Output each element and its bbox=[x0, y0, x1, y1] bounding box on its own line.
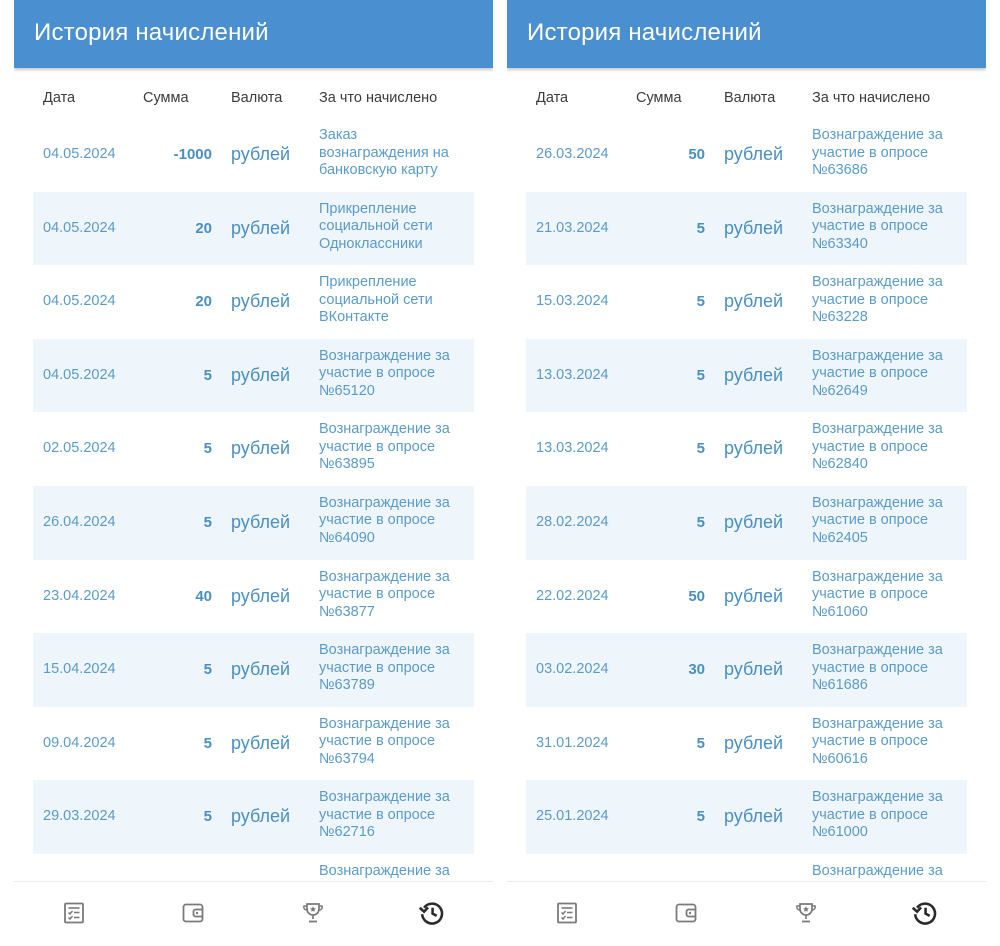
column-header-currency: Валюта bbox=[231, 90, 283, 106]
row-sum: 5 bbox=[203, 513, 212, 531]
survey-list-icon bbox=[555, 901, 579, 925]
row-sum: 5 bbox=[203, 661, 212, 679]
row-reason: Прикрепление социальной сети Одноклассники bbox=[319, 200, 433, 252]
table-row[interactable] bbox=[526, 265, 967, 339]
row-currency: рублей bbox=[724, 511, 784, 532]
accruals-screen-left bbox=[14, 0, 493, 946]
page-title: История начислений bbox=[34, 19, 269, 46]
row-currency: рублей bbox=[724, 291, 784, 312]
row-sum: 20 bbox=[195, 219, 212, 237]
row-sum: 5 bbox=[696, 440, 705, 458]
row-sum: 20 bbox=[195, 293, 212, 311]
row-reason: Вознаграждение за bbox=[812, 862, 943, 879]
table-row[interactable] bbox=[526, 118, 967, 192]
nav-surveys-button[interactable] bbox=[57, 896, 91, 930]
row-currency: рублей bbox=[724, 217, 784, 238]
row-currency: рублей bbox=[724, 144, 784, 164]
nav-surveys-button[interactable] bbox=[550, 896, 584, 930]
table-row[interactable] bbox=[526, 192, 967, 266]
table-row[interactable] bbox=[33, 707, 474, 781]
row-reason: Вознаграждение за участие в опросе №62405 bbox=[812, 494, 943, 546]
row-reason: Вознаграждение за участие в опросе №62716 bbox=[319, 789, 450, 841]
trophy-icon bbox=[794, 901, 818, 925]
column-header-sum: Сумма bbox=[636, 90, 682, 106]
row-currency: рублей bbox=[231, 291, 291, 312]
page-title: История начислений bbox=[527, 19, 762, 46]
row-reason: Вознаграждение за участие в опросе №63340 bbox=[812, 200, 943, 252]
wallet-icon bbox=[181, 901, 205, 925]
table-row[interactable] bbox=[526, 633, 967, 707]
nav-wallet-button[interactable] bbox=[176, 896, 210, 930]
row-currency: рублей bbox=[231, 659, 291, 680]
nav-rewards-button[interactable] bbox=[789, 896, 823, 930]
row-date: 04.05.2024 bbox=[43, 219, 116, 236]
row-currency: рублей bbox=[724, 659, 784, 680]
row-sum: 40 bbox=[195, 587, 212, 605]
table-row[interactable] bbox=[33, 486, 474, 560]
trophy-icon bbox=[301, 901, 325, 925]
table-row[interactable] bbox=[526, 486, 967, 560]
table-row[interactable] bbox=[33, 633, 474, 707]
row-date: 15.03.2024 bbox=[536, 293, 609, 310]
row-reason: Вознаграждение за участие в опросе №63877 bbox=[319, 568, 450, 620]
nav-rewards-button[interactable] bbox=[296, 896, 330, 930]
row-sum: 30 bbox=[688, 661, 705, 679]
row-sum: 5 bbox=[696, 219, 705, 237]
row-sum: 5 bbox=[203, 808, 212, 826]
row-date: 29.03.2024 bbox=[43, 808, 116, 825]
row-date: 21.03.2024 bbox=[536, 219, 609, 236]
row-currency: рублей bbox=[724, 585, 784, 606]
row-currency: рублей bbox=[724, 364, 784, 385]
row-date: 04.05.2024 bbox=[43, 146, 116, 162]
row-currency: рублей bbox=[231, 217, 291, 238]
row-date: 25.01.2024 bbox=[536, 808, 609, 825]
row-reason: Вознаграждение за участие в опросе №60616 bbox=[812, 715, 943, 767]
accruals-table[interactable] bbox=[526, 118, 967, 928]
row-reason: Вознаграждение за участие в опросе №61060 bbox=[812, 568, 943, 620]
table-row[interactable] bbox=[33, 265, 474, 339]
table-row[interactable] bbox=[526, 560, 967, 634]
nav-history-button[interactable] bbox=[415, 896, 449, 930]
accruals-screen-right bbox=[507, 0, 986, 946]
row-sum: 5 bbox=[696, 734, 705, 752]
column-header-currency: Валюта bbox=[724, 90, 776, 106]
row-sum: 50 bbox=[688, 587, 705, 605]
row-currency: рублей bbox=[231, 511, 291, 532]
row-currency: рублей bbox=[724, 732, 784, 753]
row-sum: 50 bbox=[688, 146, 705, 163]
row-reason: Вознаграждение за участие в опросе №62649 bbox=[812, 347, 943, 399]
history-icon bbox=[911, 899, 939, 927]
row-reason: Вознаграждение за участие в опросе №63228 bbox=[812, 274, 943, 326]
row-sum: 5 bbox=[696, 366, 705, 384]
table-row[interactable] bbox=[33, 118, 474, 192]
row-reason: Прикрепление социальной сети ВКонтакте bbox=[319, 274, 433, 326]
row-date: 04.05.2024 bbox=[43, 293, 116, 310]
row-date: 03.02.2024 bbox=[536, 661, 609, 678]
row-date: 26.04.2024 bbox=[43, 513, 116, 530]
bottom-nav bbox=[507, 881, 986, 946]
row-date: 28.02.2024 bbox=[536, 513, 609, 530]
table-row[interactable] bbox=[33, 339, 474, 413]
row-reason: Вознаграждение за участие в опросе №63789 bbox=[319, 642, 450, 694]
row-currency: рублей bbox=[724, 438, 784, 459]
row-sum: 5 bbox=[696, 808, 705, 826]
row-reason: Вознаграждение за участие в опросе №65120 bbox=[319, 347, 450, 399]
row-date: 15.04.2024 bbox=[43, 661, 116, 678]
table-row[interactable] bbox=[33, 412, 474, 486]
row-currency: рублей bbox=[231, 585, 291, 606]
row-reason: Вознаграждение за bbox=[319, 862, 450, 879]
row-currency: рублей bbox=[724, 806, 784, 827]
accruals-table[interactable] bbox=[33, 118, 474, 928]
table-row[interactable] bbox=[33, 192, 474, 266]
row-currency: рублей bbox=[231, 806, 291, 827]
column-header-date: Дата bbox=[536, 90, 569, 106]
bottom-nav bbox=[14, 881, 493, 946]
row-sum: 5 bbox=[696, 293, 705, 311]
row-reason: Вознаграждение за участие в опросе №64090 bbox=[319, 494, 450, 546]
table-row[interactable] bbox=[526, 412, 967, 486]
history-icon bbox=[418, 899, 446, 927]
table-row[interactable] bbox=[33, 560, 474, 634]
row-reason: Заказ вознаграждения на банковскую карту bbox=[319, 127, 449, 178]
row-date: 13.03.2024 bbox=[536, 440, 609, 457]
row-reason: Вознаграждение за участие в опросе №61686 bbox=[812, 642, 943, 694]
app-header bbox=[14, 0, 493, 68]
row-date: 26.03.2024 bbox=[536, 146, 609, 162]
row-date: 09.04.2024 bbox=[43, 734, 116, 751]
row-currency: рублей bbox=[231, 144, 291, 164]
row-sum: 5 bbox=[203, 440, 212, 458]
nav-wallet-button[interactable] bbox=[669, 896, 703, 930]
row-date: 22.02.2024 bbox=[536, 587, 609, 604]
row-sum: 5 bbox=[203, 366, 212, 384]
row-reason: Вознаграждение за участие в опросе №62840 bbox=[812, 421, 943, 473]
wallet-icon bbox=[674, 901, 698, 925]
table-row[interactable] bbox=[526, 780, 967, 854]
row-date: 31.01.2024 bbox=[536, 734, 609, 751]
column-header-reason: За что начислено bbox=[319, 90, 438, 106]
row-reason: Вознаграждение за участие в опросе №61000 bbox=[812, 789, 943, 841]
survey-list-icon bbox=[62, 901, 86, 925]
table-row[interactable] bbox=[526, 707, 967, 781]
row-date: 13.03.2024 bbox=[536, 366, 609, 383]
row-sum: 5 bbox=[203, 734, 212, 752]
column-header-date: Дата bbox=[43, 90, 76, 106]
column-header-sum: Сумма bbox=[143, 90, 189, 106]
row-sum: 5 bbox=[696, 513, 705, 531]
nav-history-button[interactable] bbox=[908, 896, 942, 930]
row-currency: рублей bbox=[231, 732, 291, 753]
table-row[interactable] bbox=[526, 339, 967, 413]
row-date: 02.05.2024 bbox=[43, 440, 116, 457]
row-date: 23.04.2024 bbox=[43, 587, 116, 604]
row-sum: -1000 bbox=[173, 146, 212, 163]
row-date: 04.05.2024 bbox=[43, 366, 116, 383]
column-header-reason: За что начислено bbox=[812, 90, 931, 106]
row-reason: Вознаграждение за участие в опросе №63895 bbox=[319, 421, 450, 473]
row-currency: рублей bbox=[231, 364, 291, 385]
row-reason: Вознаграждение за участие в опросе №63686 bbox=[812, 127, 943, 178]
row-reason: Вознаграждение за участие в опросе №63794 bbox=[319, 715, 450, 767]
app-header bbox=[507, 0, 986, 68]
table-row[interactable] bbox=[33, 780, 474, 854]
row-currency: рублей bbox=[231, 438, 291, 459]
